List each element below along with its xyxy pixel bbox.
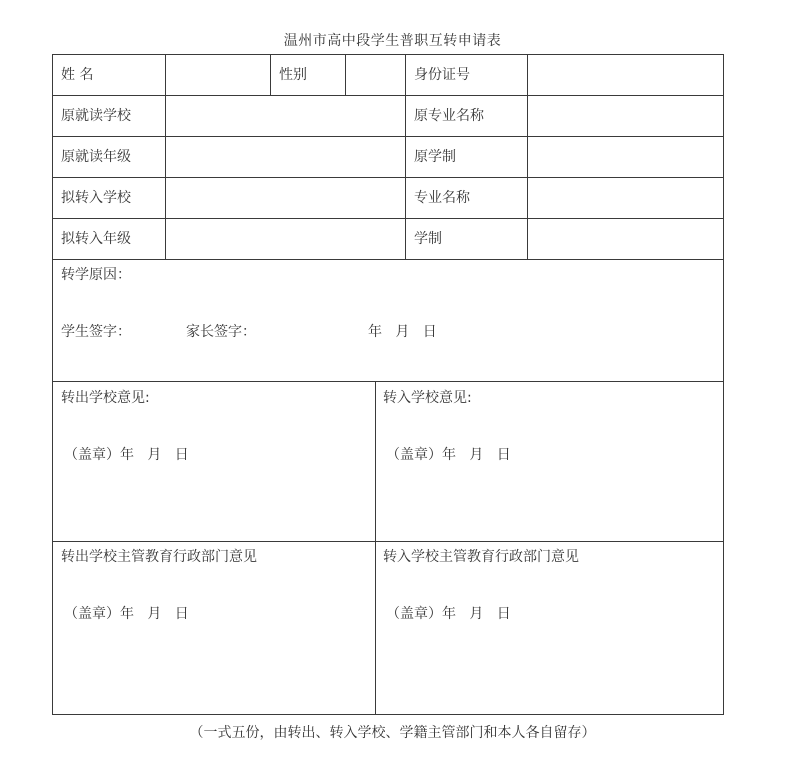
label-duration: 学制 (414, 231, 442, 247)
table-line (405, 54, 406, 260)
table-line (723, 54, 724, 715)
table-line (375, 381, 376, 715)
table-line (52, 54, 53, 715)
table-line (52, 381, 724, 382)
label-gender: 性别 (279, 67, 307, 83)
label-id-number: 身份证号 (414, 67, 470, 83)
table-line (345, 54, 346, 96)
in-school-seal-date: （盖章）年 月 日 (386, 447, 511, 463)
table-line (52, 541, 724, 542)
label-student-sign: 学生签字： (61, 324, 131, 340)
label-orig-school: 原就读学校 (61, 108, 131, 124)
label-parent-sign: 家长签字： (186, 324, 256, 340)
label-in-dept-opinion: 转入学校主管教育行政部门意见 (383, 549, 579, 565)
label-in-school-opinion: 转入学校意见: (383, 390, 472, 406)
label-out-dept-opinion: 转出学校主管教育行政部门意见 (61, 549, 257, 565)
label-orig-grade: 原就读年级 (61, 149, 131, 165)
form-footer-note: （一式五份，由转出、转入学校、学籍主管部门和本人各自留存） (189, 725, 596, 741)
label-major-name: 专业名称 (414, 190, 470, 206)
form-title: 温州市高中段学生普职互转申请表 (283, 33, 502, 49)
label-transfer-reason: 转学原因： (61, 267, 131, 283)
label-orig-major: 原专业名称 (414, 108, 484, 124)
table-line (52, 136, 724, 137)
table-line (52, 218, 724, 219)
out-school-seal-date: （盖章）年 月 日 (64, 447, 189, 463)
table-line (52, 259, 724, 260)
table-line (52, 177, 724, 178)
reason-date: 年 月 日 (368, 324, 437, 340)
label-orig-duration: 原学制 (414, 149, 456, 165)
table-line (52, 714, 724, 715)
label-out-school-opinion: 转出学校意见: (61, 390, 150, 406)
table-line (270, 54, 271, 96)
in-dept-seal-date: （盖章）年 月 日 (386, 606, 511, 622)
label-target-school: 拟转入学校 (61, 190, 131, 206)
table-line (52, 54, 724, 55)
table-line (527, 54, 528, 260)
label-target-grade: 拟转入年级 (61, 231, 131, 247)
table-line (52, 95, 724, 96)
label-name: 姓 名 (61, 67, 94, 83)
out-dept-seal-date: （盖章）年 月 日 (64, 606, 189, 622)
table-line (165, 54, 166, 260)
